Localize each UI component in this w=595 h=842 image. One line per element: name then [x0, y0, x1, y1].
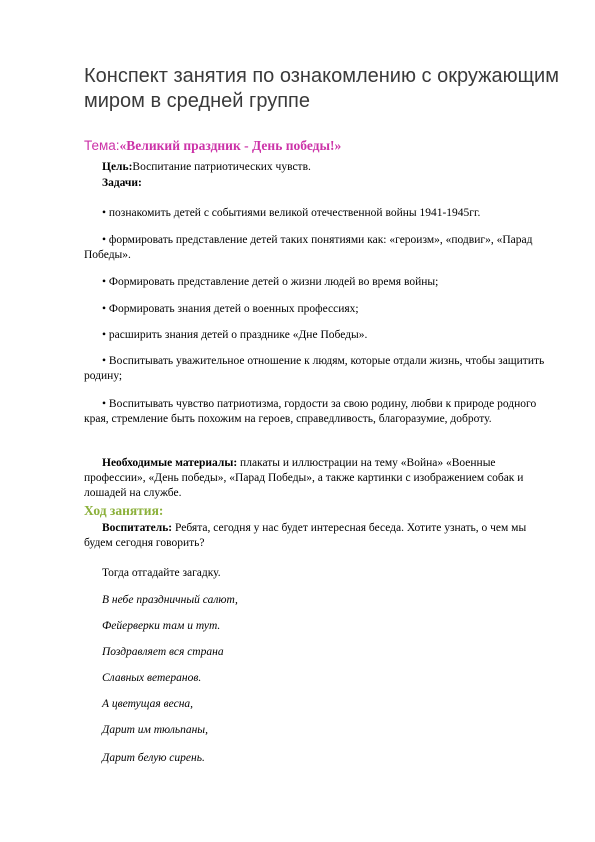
materials-paragraph — [84, 456, 554, 501]
tasks-label: Задачи: — [102, 177, 142, 189]
goal-text: Воспитание патриотических чувств. — [132, 161, 311, 173]
teacher-paragraph — [84, 521, 554, 551]
task-item: • Воспитывать уважительное отношение к людям, которые отдали жизнь, чтобы защитить родину; — [84, 355, 545, 382]
topic-text: «Великий праздник - День победы!» — [119, 138, 342, 153]
topic-line — [84, 138, 341, 154]
teacher-label: Воспитатель: — [102, 522, 173, 534]
topic-label: Тема: — [84, 138, 120, 153]
task-item: • формировать представление детей таких понятиями как: «героизм», «подвиг», «Парад Победы». — [84, 234, 533, 261]
task-item: • Формировать представление детей о жизни людей во время войны; — [102, 276, 439, 288]
poem-line: Поздравляет вся страна — [102, 646, 224, 658]
poem-line: Славных ветеранов. — [102, 672, 202, 684]
document-title: Конспект занятия по ознакомлению с окружающим миром в средней группе — [84, 65, 559, 112]
goal-label: Цель: — [102, 161, 133, 173]
teacher-text: Ребята, сегодня у нас будет интересная беседа. Хотите узнать, о чем мы будем сегодня говорить? — [84, 522, 527, 549]
poem-line: В небе праздничный салют, — [102, 594, 238, 606]
task-item: • Воспитывать чувство патриотизма, гордости за свою родину, любви к природе родного края, стремление быть похожим на героев, справедливость, благоразумие, доброту. — [84, 398, 537, 425]
poem-line: А цветущая весна, — [102, 698, 194, 710]
materials-text: плакаты и иллюстрации на тему «Война» «Военные профессии», «День победы», «Парад Победы», а также картинки с изображением собак и лошадей на службе. — [84, 457, 524, 499]
poem-line: Дарит им тюльпаны, — [102, 724, 208, 736]
poem-line: Дарит белую сирень. — [102, 752, 205, 764]
task-item: • расширить знания детей о празднике «Дне Победы». — [102, 329, 368, 341]
materials-label: Необходимые материалы: — [102, 457, 238, 469]
task-item: • познакомить детей с событиями великой отечественной войны 1941-1945гг. — [102, 207, 481, 219]
riddle-intro: Тогда отгадайте загадку. — [102, 567, 221, 579]
progress-heading: Ход занятия: — [84, 503, 164, 518]
task-item: • Формировать знания детей о военных профессиях; — [102, 303, 359, 315]
goal-line — [102, 160, 311, 175]
poem-line: Фейерверки там и тут. — [102, 620, 221, 632]
